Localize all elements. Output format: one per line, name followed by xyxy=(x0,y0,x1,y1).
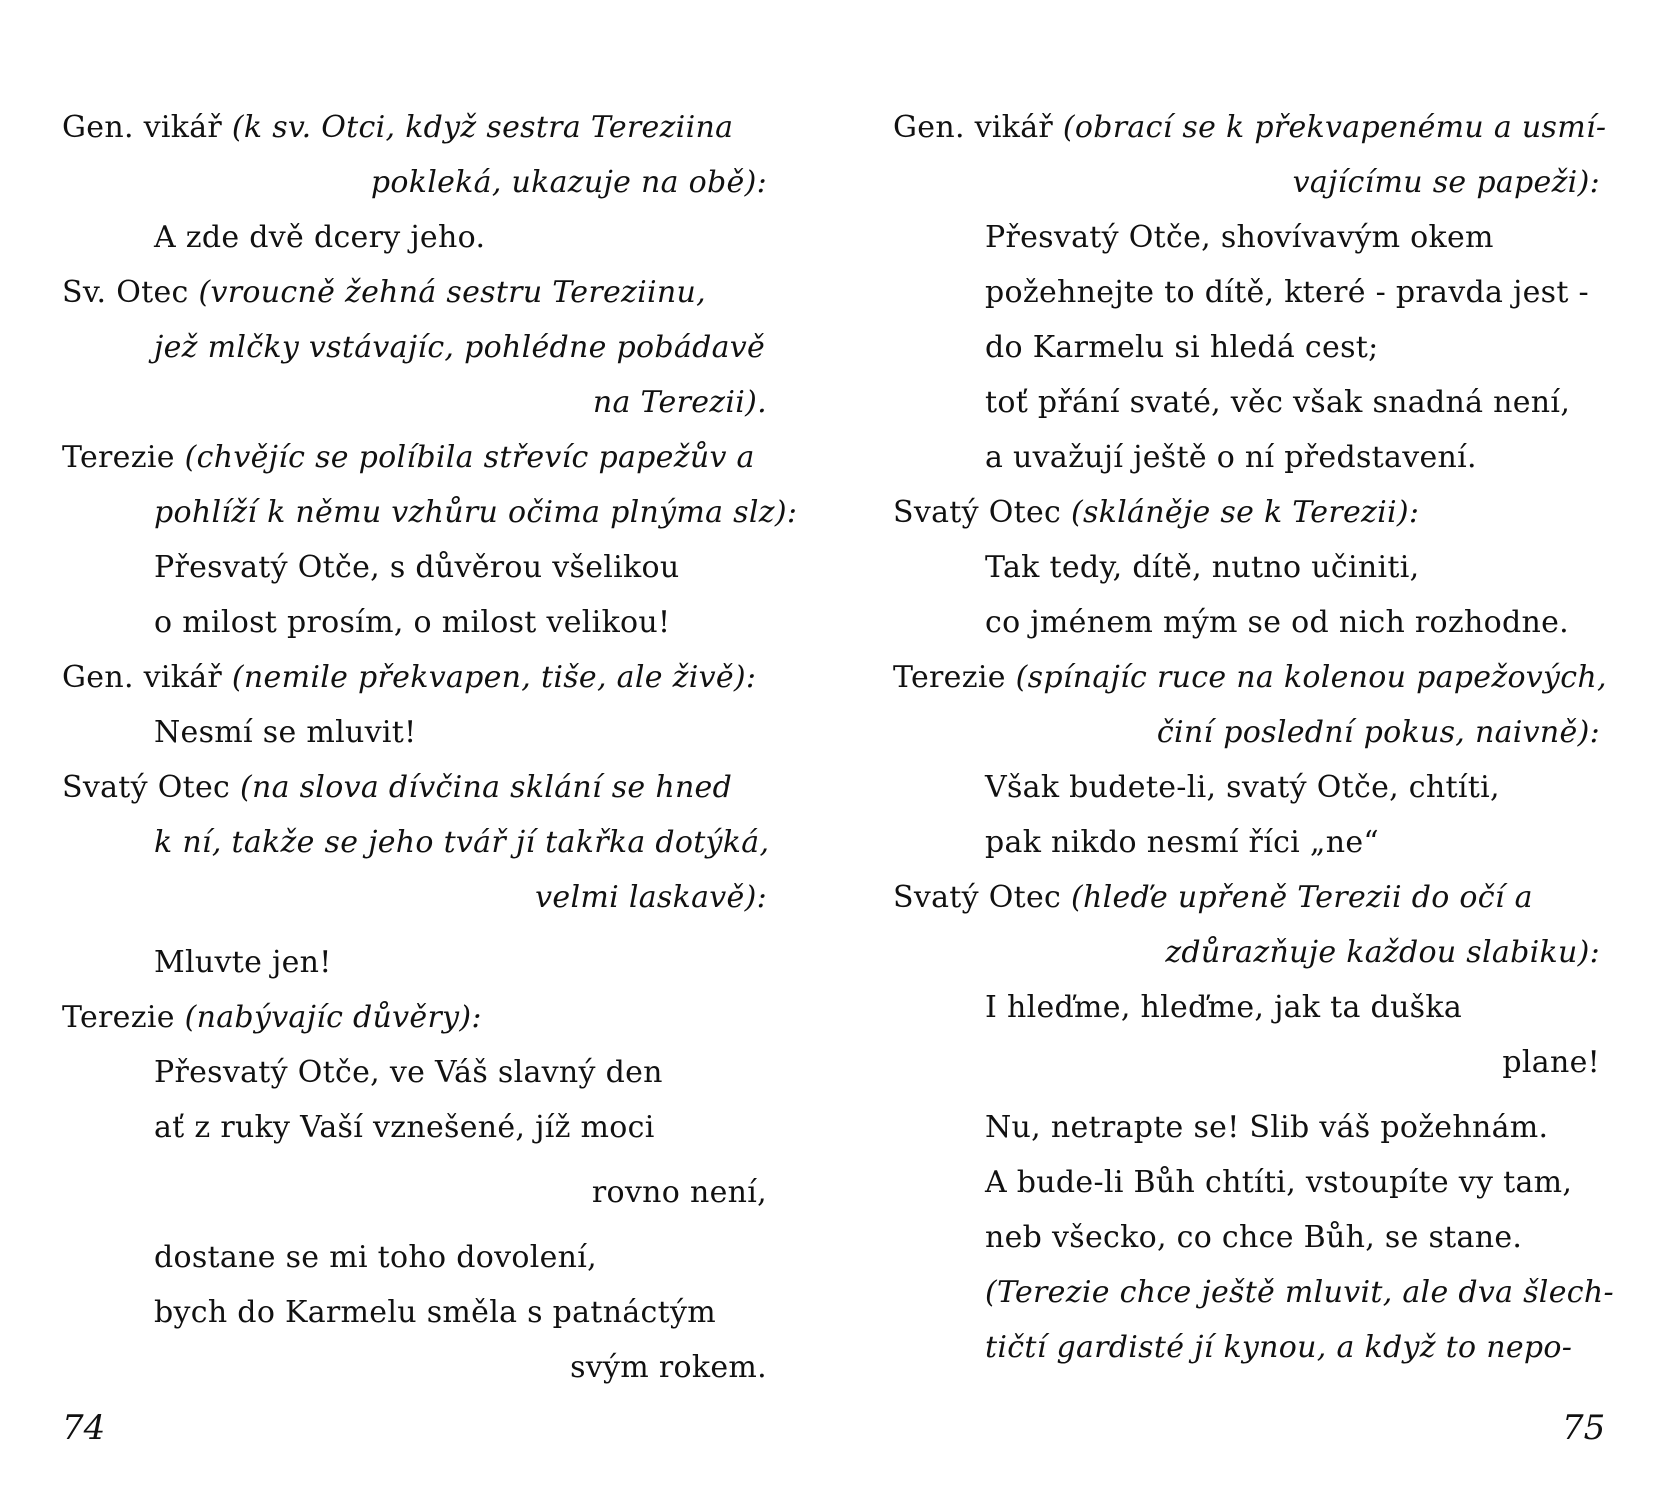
speaker-line xyxy=(62,100,767,155)
verse-line: pak nikdo nesmí říci „ne“ xyxy=(985,825,1380,860)
stage-direction-continued: na Terezii). xyxy=(592,385,767,420)
speaker-name: Gen. vikář xyxy=(893,110,1063,145)
verse-line: Tak tedy, dítě, nutno učiniti, xyxy=(985,550,1420,585)
stage-direction: (hleďe upřeně Terezii do očí a xyxy=(1070,880,1533,915)
verse-line: o milost prosím, o milost velikou! xyxy=(154,605,671,640)
verse-line: co jménem mým se od nich rozhodne. xyxy=(985,605,1570,640)
stage-direction-continued: pohlíží k němu vzhůru očima plnýma slz): xyxy=(154,495,798,530)
speaker-name: Svatý Otec xyxy=(62,770,240,805)
speaker-line xyxy=(62,430,767,485)
speaker-line xyxy=(893,650,1607,705)
verse-line-continued: rovno není, xyxy=(591,1175,767,1210)
verse-line: ať z ruky Vaší vznešené, jíž moci xyxy=(154,1110,655,1145)
stage-direction-continued: k ní, takže se jeho tvář jí takřka dotýká, xyxy=(154,825,770,860)
stage-direction: (spínajíc ruce na kolenou papežových, xyxy=(1015,660,1607,695)
stage-direction: (nabývajíc důvěry): xyxy=(184,1000,482,1035)
speaker-name: Terezie xyxy=(62,1000,185,1035)
speaker-name: Sv. Otec xyxy=(62,275,199,310)
speaker-name: Gen. vikář xyxy=(62,110,232,145)
left-page xyxy=(62,100,798,1395)
speaker-line xyxy=(893,485,1600,540)
stage-direction-continued: činí poslední pokus, naivně): xyxy=(1156,715,1600,750)
stage-direction: (chvějíc se políbila střevíc papežův a xyxy=(184,440,755,475)
speaker-line xyxy=(62,265,767,320)
speaker-name: Gen. vikář xyxy=(62,660,232,695)
verse-line: Nu, netrapte se! Slib váš požehnám. xyxy=(985,1110,1549,1145)
speaker-line xyxy=(62,990,767,1045)
stage-direction-line: tičtí gardisté jí kynou, a když to nepo- xyxy=(985,1330,1573,1365)
speaker-name: Terezie xyxy=(893,660,1016,695)
speaker-line xyxy=(62,760,767,815)
right-page xyxy=(893,100,1614,1375)
stage-direction-line: (Terezie chce ještě mluvit, ale dva šlech- xyxy=(985,1275,1614,1310)
speaker-name: Svatý Otec xyxy=(893,495,1071,530)
verse-line: I hleďme, hleďme, jak ta duška xyxy=(985,990,1463,1025)
stage-direction-continued: pokleká, ukazuje na obě): xyxy=(370,165,767,200)
page-number-left: 74 xyxy=(62,1408,106,1448)
verse-line: neb všecko, co chce Bůh, se stane. xyxy=(985,1220,1523,1255)
verse-line: A bude-li Bůh chtíti, vstoupíte vy tam, xyxy=(985,1165,1573,1200)
verse-line: Přesvatý Otče, ve Váš slavný den xyxy=(154,1055,663,1090)
stage-direction: (nemile překvapen, tiše, ale živě): xyxy=(231,660,757,695)
stage-direction: (obrací se k překvapenému a usmí- xyxy=(1062,110,1607,145)
verse-line: požehnejte to dítě, které - pravda jest - xyxy=(985,275,1589,310)
speaker-name: Svatý Otec xyxy=(893,880,1071,915)
verse-line: A zde dvě dcery jeho. xyxy=(154,220,486,255)
stage-direction-continued: jež mlčky vstávajíc, pohlédne pobádavě xyxy=(154,330,766,365)
stage-direction: (k sv. Otci, když sestra Tereziina xyxy=(231,110,734,145)
stage-direction: (skláněje se k Terezii): xyxy=(1070,495,1420,530)
verse-line: Nesmí se mluvit! xyxy=(154,715,417,750)
verse-line: do Karmelu si hledá cest; xyxy=(985,330,1379,365)
speaker-line xyxy=(893,100,1607,155)
page-number-right: 75 xyxy=(1562,1408,1606,1448)
verse-line: Přesvatý Otče, shovívavým okem xyxy=(985,220,1494,255)
verse-line: bych do Karmelu směla s patnáctým xyxy=(154,1295,716,1330)
stage-direction: (na slova dívčina sklání se hned xyxy=(239,770,733,805)
stage-direction-continued: vajícímu se papeži): xyxy=(1292,165,1600,200)
verse-line-continued: svým rokem. xyxy=(570,1350,767,1385)
verse-line: Přesvatý Otče, s důvěrou všelikou xyxy=(154,550,680,585)
stage-direction-continued: velmi laskavě): xyxy=(535,880,767,915)
verse-line: Však budete-li, svatý Otče, chtíti, xyxy=(985,770,1500,805)
stage-direction: (vroucně žehná sestru Tereziinu, xyxy=(198,275,706,310)
verse-line: a uvažují ještě o ní představení. xyxy=(985,440,1477,475)
verse-line: Mluvte jen! xyxy=(154,945,332,980)
verse-line: dostane se mi toho dovolení, xyxy=(154,1240,597,1275)
verse-line: toť přání svaté, věc však snadná není, xyxy=(985,385,1571,420)
verse-line-continued: plane! xyxy=(1502,1045,1600,1080)
speaker-name: Terezie xyxy=(62,440,185,475)
stage-direction-continued: zdůrazňuje každou slabiku): xyxy=(1165,935,1600,970)
speaker-line xyxy=(893,870,1600,925)
speaker-line xyxy=(62,650,767,705)
